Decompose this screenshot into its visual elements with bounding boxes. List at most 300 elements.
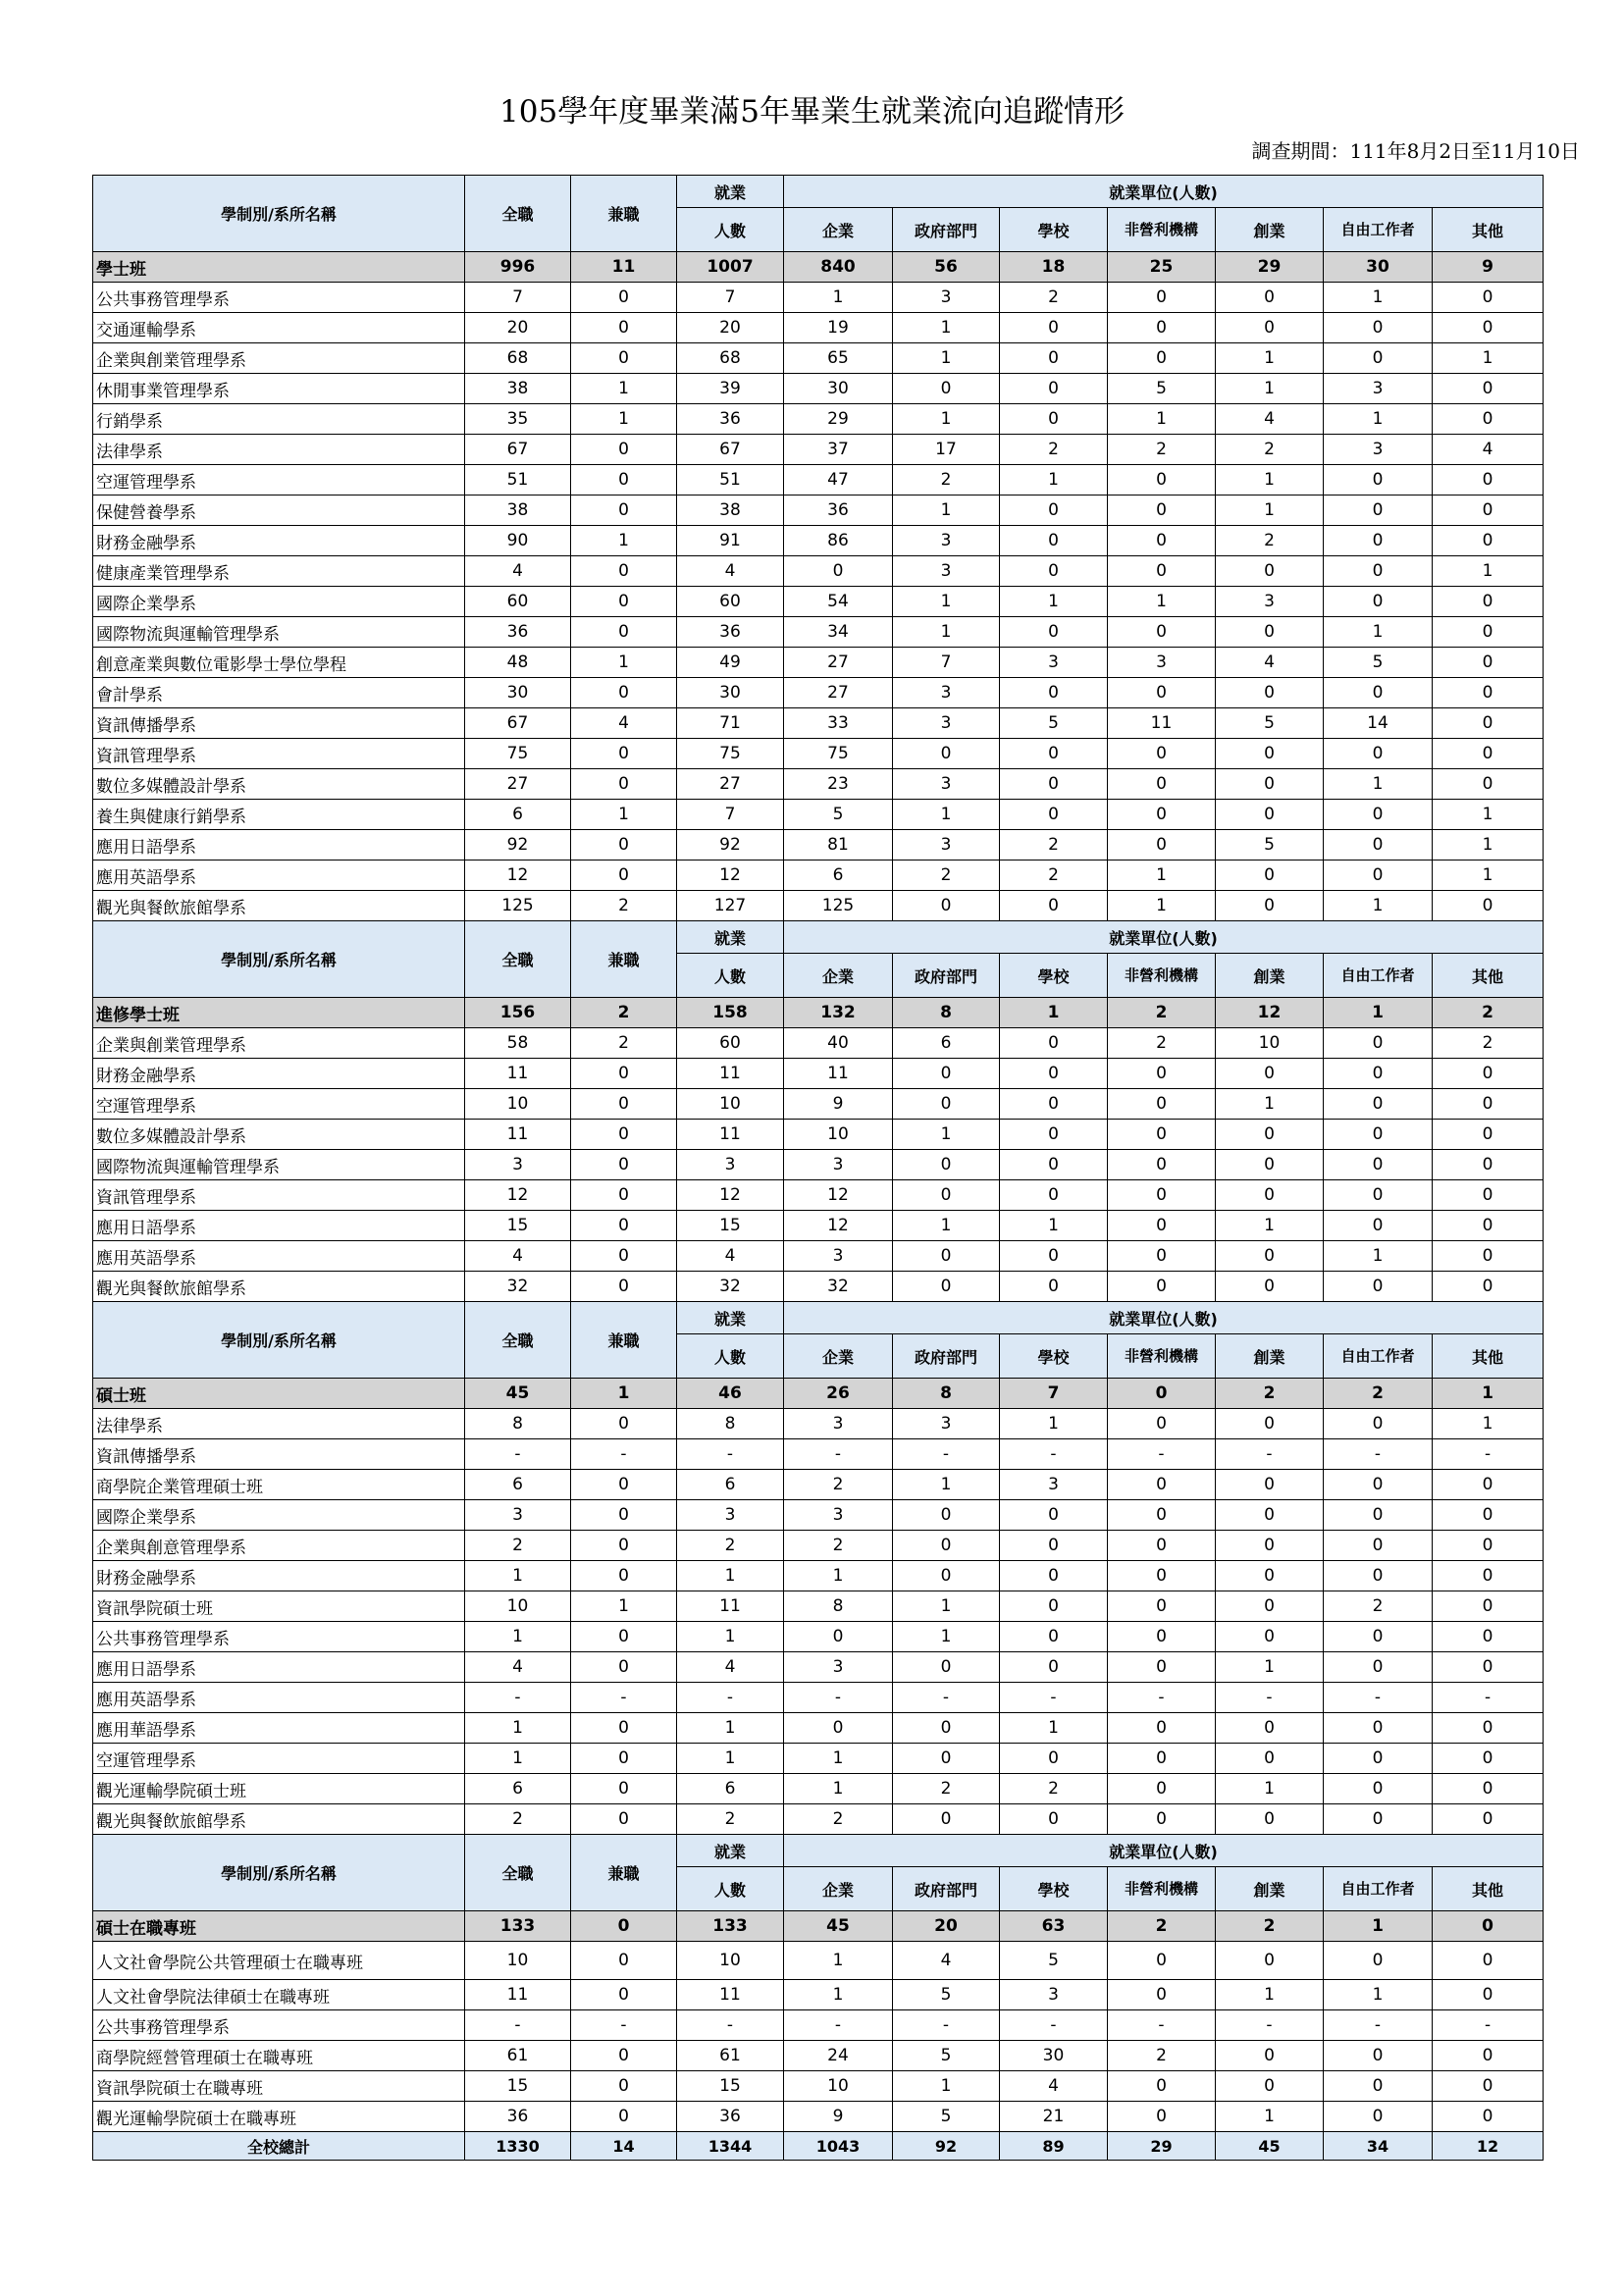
cell: 1007 <box>677 252 784 283</box>
cell: 125 <box>784 891 893 921</box>
cell: 2 <box>571 998 677 1028</box>
cell: 1 <box>1000 1211 1108 1241</box>
cell: 0 <box>1324 1180 1433 1211</box>
header-units-group: 就業單位(人數) <box>784 176 1544 208</box>
table-row <box>93 465 1544 496</box>
cell: 25 <box>1108 252 1216 283</box>
cell: 0 <box>1000 1652 1108 1683</box>
department-name: 應用英語學系 <box>93 1683 465 1713</box>
cell: 7 <box>677 800 784 830</box>
cell: - <box>571 1439 677 1470</box>
cell: 90 <box>465 526 571 556</box>
cell: 0 <box>571 617 677 648</box>
table-row <box>93 678 1544 708</box>
cell: 27 <box>677 769 784 800</box>
cell: 6 <box>465 1470 571 1500</box>
cell: 60 <box>465 587 571 617</box>
cell: 56 <box>893 252 1000 283</box>
cell: 1344 <box>677 2132 784 2161</box>
cell: 0 <box>1108 1622 1216 1652</box>
cell: 0 <box>1324 465 1433 496</box>
cell: 0 <box>571 465 677 496</box>
cell: 3 <box>893 678 1000 708</box>
cell: 9 <box>1433 252 1544 283</box>
department-name: 企業與創業管理學系 <box>93 1028 465 1059</box>
cell: 0 <box>893 1561 1000 1591</box>
table-row <box>93 1028 1544 1059</box>
cell: 0 <box>1216 1500 1324 1531</box>
cell: 27 <box>465 769 571 800</box>
cell: 0 <box>1216 678 1324 708</box>
cell: 0 <box>1216 1409 1324 1439</box>
cell: 0 <box>1000 526 1108 556</box>
cell: 67 <box>465 435 571 465</box>
cell: 12 <box>784 1211 893 1241</box>
cell: 24 <box>784 2041 893 2071</box>
cell: 0 <box>1324 526 1433 556</box>
cell: 0 <box>1216 769 1324 800</box>
cell: 61 <box>465 2041 571 2071</box>
cell: 0 <box>893 1713 1000 1744</box>
header-unit: 學校 <box>1000 208 1108 252</box>
cell: 30 <box>677 678 784 708</box>
cell: 0 <box>1000 1561 1108 1591</box>
cell: 3 <box>1000 1980 1108 2010</box>
cell: 1 <box>571 404 677 435</box>
cell: 0 <box>1433 2041 1544 2071</box>
cell: 3 <box>1108 648 1216 678</box>
cell: 11 <box>677 1059 784 1089</box>
cell: 15 <box>677 2071 784 2102</box>
cell: 0 <box>571 1774 677 1804</box>
cell: 0 <box>1324 1804 1433 1835</box>
cell: 0 <box>1324 1561 1433 1591</box>
cell: 0 <box>893 1500 1000 1531</box>
cell: 1 <box>1433 1379 1544 1409</box>
department-name: 數位多媒體設計學系 <box>93 1120 465 1150</box>
table-row <box>93 1211 1544 1241</box>
department-name: 人文社會學院公共管理碩士在職專班 <box>93 1942 465 1980</box>
cell: - <box>1433 2010 1544 2041</box>
cell: - <box>1216 1683 1324 1713</box>
cell: 17 <box>893 435 1000 465</box>
cell: 0 <box>1433 1531 1544 1561</box>
cell: 32 <box>677 1272 784 1302</box>
cell: - <box>571 2010 677 2041</box>
cell: 0 <box>1216 2041 1324 2071</box>
cell: 1 <box>893 1211 1000 1241</box>
cell: 1 <box>1433 1409 1544 1439</box>
table-row <box>93 526 1544 556</box>
cell: 0 <box>1324 556 1433 587</box>
table-row <box>93 830 1544 861</box>
cell: 0 <box>784 556 893 587</box>
table-row <box>93 1683 1544 1713</box>
cell: 27 <box>784 678 893 708</box>
cell: 0 <box>1108 1500 1216 1531</box>
cell: 0 <box>893 1150 1000 1180</box>
department-name: 交通運輸學系 <box>93 313 465 343</box>
cell: 8 <box>893 1379 1000 1409</box>
cell: 4 <box>1000 2071 1108 2102</box>
cell: 23 <box>784 769 893 800</box>
cell: 4 <box>465 1241 571 1272</box>
cell: 133 <box>677 1911 784 1942</box>
header-employed-top: 就業 <box>677 176 784 208</box>
cell: 20 <box>465 313 571 343</box>
cell: 30 <box>465 678 571 708</box>
cell: 0 <box>1000 1272 1108 1302</box>
cell: 6 <box>784 861 893 891</box>
header-unit: 企業 <box>784 1334 893 1379</box>
cell: 1 <box>1433 556 1544 587</box>
cell: 2 <box>465 1531 571 1561</box>
cell: 0 <box>1108 465 1216 496</box>
table-row <box>93 587 1544 617</box>
header-unit: 政府部門 <box>893 1867 1000 1911</box>
cell: 0 <box>1108 1409 1216 1439</box>
cell: 158 <box>677 998 784 1028</box>
cell: 0 <box>571 2071 677 2102</box>
cell: 0 <box>1216 739 1324 769</box>
cell: 0 <box>1000 1500 1108 1531</box>
grand-total-label: 全校總計 <box>93 2132 465 2161</box>
header-name: 學制別/系所名稱 <box>93 176 465 252</box>
cell: 1 <box>1108 861 1216 891</box>
cell: 1 <box>893 496 1000 526</box>
grand-total-row <box>93 2132 1544 2161</box>
department-name: 觀光運輸學院碩士在職專班 <box>93 2102 465 2132</box>
cell: 2 <box>1433 1028 1544 1059</box>
cell: 1 <box>1216 343 1324 374</box>
header-employed-top: 就業 <box>677 1302 784 1334</box>
table-row <box>93 891 1544 921</box>
cell: 20 <box>893 1911 1000 1942</box>
cell: 1 <box>784 1980 893 2010</box>
cell: 1 <box>1216 1211 1324 1241</box>
cell: 0 <box>1108 800 1216 830</box>
cell: 1 <box>893 1622 1000 1652</box>
cell: 51 <box>465 465 571 496</box>
cell: 0 <box>1324 2102 1433 2132</box>
cell: 1 <box>893 2071 1000 2102</box>
header-parttime: 兼職 <box>571 176 677 252</box>
department-name: 財務金融學系 <box>93 1059 465 1089</box>
cell: 0 <box>571 2041 677 2071</box>
department-name: 空運管理學系 <box>93 1744 465 1774</box>
cell: 0 <box>1108 1531 1216 1561</box>
table-row <box>93 374 1544 404</box>
cell: 125 <box>465 891 571 921</box>
cell: 0 <box>1000 617 1108 648</box>
cell: 1 <box>893 587 1000 617</box>
cell: 65 <box>784 343 893 374</box>
cell: 1 <box>1324 404 1433 435</box>
cell: 61 <box>677 2041 784 2071</box>
cell: 0 <box>571 1980 677 2010</box>
cell: 0 <box>1324 1744 1433 1774</box>
cell: 0 <box>1000 1150 1108 1180</box>
cell: 0 <box>571 1180 677 1211</box>
header-parttime: 兼職 <box>571 1835 677 1911</box>
cell: 3 <box>1216 587 1324 617</box>
cell: 1 <box>571 526 677 556</box>
cell: 3 <box>893 556 1000 587</box>
cell: 0 <box>1433 1713 1544 1744</box>
header-unit: 自由工作者 <box>1324 954 1433 998</box>
cell: 1 <box>784 283 893 313</box>
cell: - <box>1000 2010 1108 2041</box>
cell: - <box>1216 2010 1324 2041</box>
cell: 0 <box>1216 1059 1324 1089</box>
cell: 0 <box>571 1531 677 1561</box>
cell: 51 <box>677 465 784 496</box>
cell: 2 <box>1108 998 1216 1028</box>
cell: - <box>1433 1439 1544 1470</box>
header-unit: 其他 <box>1433 1334 1544 1379</box>
cell: 1 <box>1000 998 1108 1028</box>
table-row <box>93 2041 1544 2071</box>
cell: 2 <box>1216 526 1324 556</box>
cell: 0 <box>1433 283 1544 313</box>
cell: 0 <box>1216 313 1324 343</box>
cell: 2 <box>1433 998 1544 1028</box>
cell: 0 <box>571 861 677 891</box>
cell: 0 <box>1324 678 1433 708</box>
table-row <box>93 496 1544 526</box>
cell: 2 <box>1000 1774 1108 1804</box>
table-row <box>93 1713 1544 1744</box>
cell: 1 <box>784 1942 893 1980</box>
cell: 0 <box>893 1531 1000 1561</box>
cell: 6 <box>465 1774 571 1804</box>
cell: 0 <box>571 587 677 617</box>
table-row <box>93 708 1544 739</box>
cell: 2 <box>571 891 677 921</box>
cell: 0 <box>1108 526 1216 556</box>
cell: 1 <box>1000 1409 1108 1439</box>
cell: 32 <box>465 1272 571 1302</box>
cell: 0 <box>1108 1272 1216 1302</box>
cell: 0 <box>1000 343 1108 374</box>
cell: 1330 <box>465 2132 571 2161</box>
cell: 0 <box>1216 1180 1324 1211</box>
department-name: 觀光與餐飲旅館學系 <box>93 891 465 921</box>
cell: 4 <box>571 708 677 739</box>
cell: 49 <box>677 648 784 678</box>
cell: 5 <box>1000 1942 1108 1980</box>
cell: - <box>571 1683 677 1713</box>
cell: 0 <box>1433 1150 1544 1180</box>
employment-table <box>92 175 1544 2161</box>
cell: 1 <box>1433 800 1544 830</box>
cell: 58 <box>465 1028 571 1059</box>
cell: 30 <box>1000 2041 1108 2071</box>
header-name: 學制別/系所名稱 <box>93 1835 465 1911</box>
table-row <box>93 404 1544 435</box>
cell: 1 <box>784 1744 893 1774</box>
table-row <box>93 283 1544 313</box>
cell: 0 <box>1433 1942 1544 1980</box>
cell: 5 <box>1000 708 1108 739</box>
table-row <box>93 435 1544 465</box>
cell: 0 <box>893 1180 1000 1211</box>
cell: 0 <box>1108 1379 1216 1409</box>
cell: 32 <box>784 1272 893 1302</box>
cell: 5 <box>893 2102 1000 2132</box>
cell: 21 <box>1000 2102 1108 2132</box>
cell: 0 <box>1000 769 1108 800</box>
cell: 2 <box>1108 435 1216 465</box>
cell: 3 <box>1000 1470 1108 1500</box>
cell: 2 <box>1216 1911 1324 1942</box>
cell: 0 <box>1433 2102 1544 2132</box>
header-unit: 創業 <box>1216 1867 1324 1911</box>
cell: 0 <box>893 1089 1000 1120</box>
cell: 0 <box>1000 739 1108 769</box>
cell: 0 <box>1216 1622 1324 1652</box>
department-name: 公共事務管理學系 <box>93 1622 465 1652</box>
header-unit: 學校 <box>1000 1867 1108 1911</box>
cell: 2 <box>1324 1591 1433 1622</box>
cell: 4 <box>1216 648 1324 678</box>
cell: 0 <box>1433 769 1544 800</box>
department-name: 法律學系 <box>93 1409 465 1439</box>
cell: 0 <box>1000 678 1108 708</box>
cell: 0 <box>1216 2071 1324 2102</box>
cell: 1 <box>571 374 677 404</box>
cell: 0 <box>1433 1744 1544 1774</box>
cell: 92 <box>465 830 571 861</box>
cell: 0 <box>1433 1180 1544 1211</box>
cell: - <box>465 1439 571 1470</box>
cell: 54 <box>784 587 893 617</box>
cell: - <box>677 1683 784 1713</box>
cell: 5 <box>1108 374 1216 404</box>
header-fulltime: 全職 <box>465 1835 571 1911</box>
cell: 0 <box>571 830 677 861</box>
cell: 4 <box>1216 404 1324 435</box>
cell: 81 <box>784 830 893 861</box>
cell: 67 <box>465 708 571 739</box>
header-unit: 其他 <box>1433 208 1544 252</box>
cell: 0 <box>1000 1622 1108 1652</box>
cell: 0 <box>1108 1120 1216 1150</box>
cell: 11 <box>677 1980 784 2010</box>
table-row <box>93 1089 1544 1120</box>
cell: 11 <box>465 1120 571 1150</box>
header-unit: 創業 <box>1216 208 1324 252</box>
cell: 11 <box>465 1059 571 1089</box>
cell: 0 <box>1000 1531 1108 1561</box>
section-total-row <box>93 998 1544 1028</box>
header-units-group: 就業單位(人數) <box>784 921 1544 954</box>
header-name: 學制別/系所名稱 <box>93 921 465 998</box>
table-row <box>93 1272 1544 1302</box>
cell: 5 <box>893 2041 1000 2071</box>
cell: 0 <box>1000 556 1108 587</box>
section-name: 學士班 <box>93 252 465 283</box>
table-row <box>93 1804 1544 1835</box>
cell: 0 <box>1108 1713 1216 1744</box>
cell: - <box>1216 1439 1324 1470</box>
cell: 1 <box>1324 617 1433 648</box>
cell: 0 <box>1216 1744 1324 1774</box>
cell: 0 <box>893 1241 1000 1272</box>
cell: 0 <box>1216 1591 1324 1622</box>
cell: - <box>465 2010 571 2041</box>
cell: 0 <box>1433 1980 1544 2010</box>
cell: 0 <box>1433 1120 1544 1150</box>
cell: 15 <box>677 1211 784 1241</box>
cell: 0 <box>571 1622 677 1652</box>
cell: 10 <box>465 1089 571 1120</box>
cell: 0 <box>1108 1652 1216 1683</box>
cell: 37 <box>784 435 893 465</box>
cell: 68 <box>677 343 784 374</box>
cell: 4 <box>1433 435 1544 465</box>
cell: 0 <box>1108 2102 1216 2132</box>
cell: 11 <box>465 1980 571 2010</box>
header-unit: 學校 <box>1000 1334 1108 1379</box>
cell: 3 <box>1324 435 1433 465</box>
cell: 5 <box>784 800 893 830</box>
cell: 2 <box>1216 1379 1324 1409</box>
cell: 1 <box>1000 465 1108 496</box>
cell: 1 <box>1433 343 1544 374</box>
department-name: 數位多媒體設計學系 <box>93 769 465 800</box>
cell: 0 <box>1433 1774 1544 1804</box>
cell: 0 <box>571 1470 677 1500</box>
cell: 0 <box>1216 1942 1324 1980</box>
cell: 0 <box>571 1241 677 1272</box>
table-row <box>93 1059 1544 1089</box>
cell: 3 <box>1324 374 1433 404</box>
department-name: 應用日語學系 <box>93 1211 465 1241</box>
department-name: 會計學系 <box>93 678 465 708</box>
cell: 127 <box>677 891 784 921</box>
table-row <box>93 1591 1544 1622</box>
cell: 10 <box>677 1942 784 1980</box>
header-unit: 政府部門 <box>893 208 1000 252</box>
cell: 3 <box>893 1409 1000 1439</box>
cell: 0 <box>1324 1470 1433 1500</box>
department-name: 公共事務管理學系 <box>93 283 465 313</box>
cell: 3 <box>784 1241 893 1272</box>
cell: 996 <box>465 252 571 283</box>
cell: 89 <box>1000 2132 1108 2161</box>
cell: 0 <box>1433 1089 1544 1120</box>
cell: 0 <box>571 1561 677 1591</box>
cell: 35 <box>465 404 571 435</box>
cell: 0 <box>1324 1272 1433 1302</box>
cell: 38 <box>465 374 571 404</box>
cell: 0 <box>1324 1500 1433 1531</box>
cell: 2 <box>893 465 1000 496</box>
cell: 11 <box>571 252 677 283</box>
cell: 1 <box>571 800 677 830</box>
cell: - <box>1433 1683 1544 1713</box>
department-name: 法律學系 <box>93 435 465 465</box>
header-employed-bottom: 人數 <box>677 954 784 998</box>
cell: 0 <box>1324 313 1433 343</box>
cell: 5 <box>1216 830 1324 861</box>
cell: 75 <box>784 739 893 769</box>
cell: 0 <box>1108 739 1216 769</box>
cell: 10 <box>465 1591 571 1622</box>
cell: 1 <box>1216 496 1324 526</box>
header-unit: 自由工作者 <box>1324 208 1433 252</box>
